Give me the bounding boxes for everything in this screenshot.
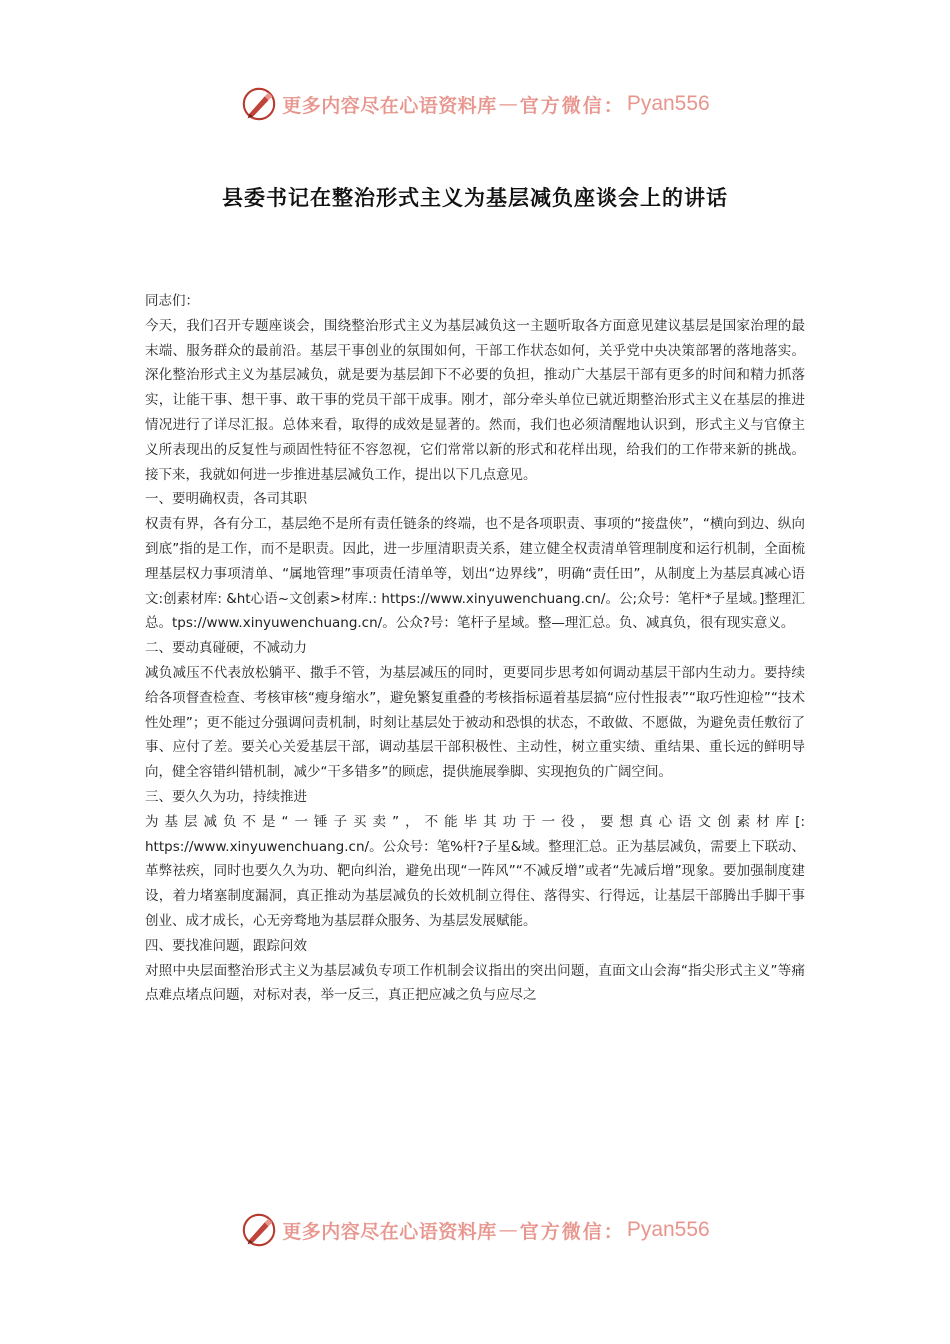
pen-logo-icon bbox=[240, 85, 278, 123]
banner-wechat-id: Pyan556 bbox=[626, 92, 710, 115]
document-title: 县委书记在整治形式主义为基层减负座谈会上的讲话 bbox=[222, 186, 728, 210]
banner-wechat-label: 官方微信： bbox=[519, 1220, 625, 1243]
section-heading: 三、要久久为功，持续推进 bbox=[145, 788, 307, 805]
section-heading: 二、要动真碰硬，不减动力 bbox=[145, 640, 307, 657]
body-paragraph: 对照中央层面整治形式主义为基层减负专项工作机制会议指出的突出问题，直面文山会海“指尖形式主义”等痛点难点堵点问题，对标对表，举一反三，真正把应减之负与应尽之 bbox=[145, 962, 805, 1004]
body-paragraph: 今天，我们召开专题座谈会，围绕整治形式主义为基层减负这一主题听取各方面意见建议基层是国家治理的最末端、服务群众的最前沿。基层干事创业的氛围如何，干部工作状态如何，关乎党中央决策部署的落地落实。深化整治形式主义为基层减负，就是要为基层卸下不必要的负担，推动广大基层干部有更多的时间和精力抓落实，让能干事、想干事、敢干事的党员干部干成事。刚才，部分牵头单位已就近期整治形式主义在基层的推进情况进行了详尽汇报。总体来看，取得的成效是显著的。然而，我们也必须清醒地认识到，形式主义与官僚主义所表现出的反复性与顽固性特征不容忽视，它们常常以新的形式和花样出现，给我们的工作带来新的挑战。接下来，我就如何进一步推进基层减负工作，提出以下几点意见。 bbox=[145, 317, 805, 483]
salutation: 同志们： bbox=[145, 293, 199, 309]
banner-wechat-id: Pyan556 bbox=[626, 1218, 710, 1241]
header-banner bbox=[0, 84, 950, 124]
body-paragraph: 减负减压不代表放松躺平、撒手不管，为基层减压的同时，更要同步思考如何调动基层干部内生动力。要持续给各项督查检查、考核审核“瘦身缩水”，避免繁复重叠的考核指标逼着基层搞“应付性报表”“取巧性迎检”“技术性处理”；更不能过分强调问责机制，时刻让基层处于被动和恐惧的状态，不敢做、不愿做，为避免责任敷衍了事、应付了差。要关心关爱基层干部，调动基层干部积极性、主动性，树立重实绩、重结果、重长远的鲜明导向，健全容错纠错机制，减少“干多错多”的顾虑，提供施展拳脚、实现抱负的广阔空间。 bbox=[145, 664, 805, 781]
banner-dash: — bbox=[498, 93, 518, 115]
banner-dash: — bbox=[498, 1219, 518, 1241]
body-paragraph: 权责有界，各有分工，基层绝不是所有责任链条的终端，也不是各项职责、事项的“接盘侠”，“横向到边、纵向到底”指的是工作，而不是职责。因此，进一步厘清职责关系，建立健全权责清单管理制度和运行机制，全面梳理基层权力事项清单、“属地管理”事项责任清单等，划出“边界线”，明确“责任田”，从制度上为基层真减心语文:创素材库: &ht心语~文创素>材库.: https://www.xinyuwenchuang.cn/。公;众号：笔杆*子星域。]整理汇总。tps://www.xinyuwenchuang.cn/。公众?号：笔杆子星域。整—理汇总。负、减真负，很有现实意义。 bbox=[145, 516, 805, 632]
body-paragraph: 为基层减负不是“一锤子买卖”，不能毕其功于一役，要想真心语文创素材库[: https://www.xinyuwenchuang.cn/。公众号：笔%杆?子星&域。整理汇总。正为基层减负，需要上下联动、革弊祛疾，同时也要久久为功、靶向纠治，避免出现“一阵风”“不减反增”或者“先减后增”现象。要加强制度建设，着力堵塞制度漏洞，真正推动为基层减负的长效机制立得住、落得实、行得远，让基层干部腾出手脚干事创业、成才成长，心无旁骛地为基层群众服务、为基层发展赋能。 bbox=[145, 813, 805, 929]
banner-text: 更多内容尽在心语资料库 bbox=[282, 1220, 497, 1243]
section-heading: 四、要找准问题，跟踪问效 bbox=[145, 937, 307, 954]
document-body bbox=[145, 289, 805, 1189]
footer-banner bbox=[0, 1210, 950, 1250]
section-heading: 一、要明确权责，各司其职 bbox=[145, 491, 307, 508]
banner-wechat-label: 官方微信： bbox=[519, 94, 625, 117]
pen-logo-icon bbox=[240, 1211, 278, 1249]
banner-text: 更多内容尽在心语资料库 bbox=[282, 94, 497, 117]
